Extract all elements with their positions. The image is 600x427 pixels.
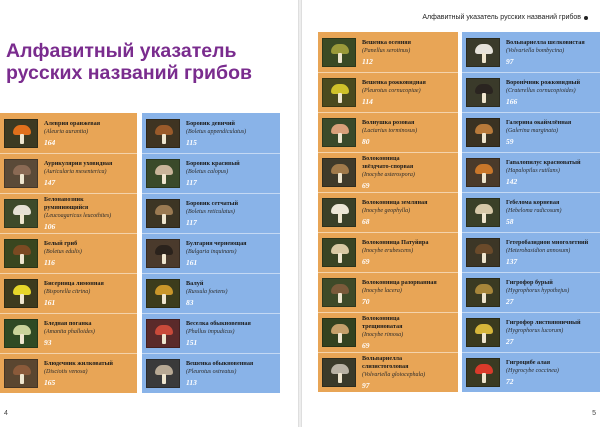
index-entry bbox=[462, 192, 600, 232]
page-reference: 164 bbox=[44, 137, 56, 147]
page-reference: 147 bbox=[44, 178, 56, 187]
left-page bbox=[0, 0, 298, 427]
russian-name-continued: румяниющийся bbox=[44, 204, 89, 211]
latin-name: (Boletus appendiculatus) bbox=[186, 128, 247, 135]
russian-name: Боровик сетчатый bbox=[186, 200, 239, 207]
page-reference: 69 bbox=[362, 181, 370, 190]
russian-name: Волоконница земляная bbox=[362, 199, 428, 206]
latin-name: (Bulgaria inquinans) bbox=[186, 249, 237, 255]
latin-name: (Auricularia mesenterica) bbox=[44, 169, 107, 175]
latin-name: (Craterellus cornucopioides) bbox=[506, 88, 576, 94]
index-entry bbox=[462, 112, 600, 152]
latin-name: (Hygrophorus lucorum) bbox=[506, 328, 564, 334]
index-entry bbox=[142, 193, 280, 233]
index-entry bbox=[0, 153, 137, 193]
index-entry bbox=[0, 193, 137, 233]
page-reference: 97 bbox=[506, 56, 514, 66]
russian-name: Вольвариелла bbox=[362, 355, 403, 362]
mushroom-photo bbox=[322, 278, 356, 307]
mushroom-photo bbox=[322, 158, 356, 187]
russian-name: Гебелома корневая bbox=[506, 199, 560, 206]
latin-name: (Hygrophorus hypothejus) bbox=[506, 288, 570, 294]
latin-name: (Panellus serotinus) bbox=[362, 47, 411, 54]
page-reference: 69 bbox=[362, 341, 370, 350]
mushroom-photo bbox=[322, 118, 356, 147]
page-reference: 166 bbox=[506, 97, 518, 106]
mushroom-photo bbox=[146, 279, 180, 308]
page-reference: 106 bbox=[44, 222, 56, 231]
bullet-icon bbox=[584, 16, 588, 20]
index-entry bbox=[0, 233, 137, 273]
mushroom-photo bbox=[322, 318, 356, 347]
index-entry bbox=[318, 352, 458, 392]
index-entry bbox=[0, 353, 137, 393]
latin-name: (Heterobasidion annosum) bbox=[506, 248, 571, 254]
page-reference: 116 bbox=[44, 258, 55, 267]
mushroom-photo bbox=[4, 319, 38, 348]
russian-name: Гигроцибе алая bbox=[506, 359, 551, 366]
mushroom-photo bbox=[466, 78, 500, 107]
latin-name: (Inocybe rimosa) bbox=[362, 332, 404, 338]
index-column-blue bbox=[142, 113, 280, 393]
index-column-blue bbox=[462, 32, 600, 392]
page-number: 4 bbox=[4, 410, 8, 417]
page-reference: 97 bbox=[362, 381, 370, 390]
index-column-orange bbox=[318, 32, 458, 392]
russian-name: Веселка обыкновенная bbox=[186, 320, 251, 327]
index-entry bbox=[142, 153, 280, 193]
latin-name: (Boletus reticulatus) bbox=[186, 209, 235, 215]
mushroom-photo bbox=[466, 238, 500, 267]
page-title: Алфавитный указатель русских названий грибов bbox=[6, 40, 252, 84]
index-entry bbox=[0, 113, 137, 153]
mushroom-photo bbox=[146, 239, 180, 268]
right-page bbox=[302, 0, 600, 427]
russian-name: Белый гриб bbox=[44, 240, 78, 247]
index-entry bbox=[142, 353, 280, 393]
index-entry bbox=[462, 152, 600, 192]
russian-name: Волоконница Патуйяра bbox=[362, 239, 429, 246]
page-reference: 27 bbox=[506, 337, 514, 346]
latin-name: (Russula foetens) bbox=[186, 289, 228, 295]
page-reference: 58 bbox=[506, 217, 514, 226]
mushroom-photo bbox=[322, 198, 356, 227]
index-entry bbox=[318, 192, 458, 232]
page-reference: 112 bbox=[362, 56, 373, 66]
mushroom-photo bbox=[322, 238, 356, 267]
page-reference: 165 bbox=[44, 378, 56, 387]
russian-name: Гигрофор листвянничный bbox=[506, 319, 581, 326]
latin-name: (Galerina marginata) bbox=[506, 128, 558, 134]
index-entry bbox=[318, 32, 458, 72]
russian-name: Вешенка осенняя bbox=[362, 38, 412, 46]
latin-name: (Inocybe lacera) bbox=[362, 288, 402, 294]
index-entry bbox=[462, 272, 600, 312]
index-entry bbox=[462, 352, 600, 392]
mushroom-photo bbox=[466, 358, 500, 387]
running-header-text: Алфавитный указатель русских названий грибов bbox=[422, 14, 581, 21]
russian-name-continued: трещиноватая bbox=[362, 323, 403, 330]
page-reference: 117 bbox=[186, 218, 197, 227]
page-reference: 68 bbox=[362, 217, 370, 226]
index-column-orange bbox=[0, 113, 137, 393]
russian-name: Гапалопилус красноватый bbox=[506, 159, 581, 166]
page-number: 5 bbox=[592, 410, 596, 417]
index-entry bbox=[0, 273, 137, 313]
mushroom-photo bbox=[322, 78, 356, 107]
page-reference: 114 bbox=[362, 97, 373, 106]
russian-name: Вешенка обыкновенная bbox=[186, 360, 254, 367]
index-entry bbox=[462, 32, 600, 72]
mushroom-photo bbox=[4, 119, 38, 148]
latin-name: (Bisporella citrina) bbox=[44, 289, 91, 295]
latin-name: (Inocybe asterospora) bbox=[362, 172, 415, 178]
mushroom-photo bbox=[466, 118, 500, 147]
latin-name: (Aleuria aurantia) bbox=[44, 128, 89, 135]
latin-name: (Boletus edulis) bbox=[44, 249, 82, 255]
mushroom-photo bbox=[466, 158, 500, 187]
index-entry bbox=[142, 313, 280, 353]
page-reference: 27 bbox=[506, 297, 514, 306]
index-entry bbox=[318, 232, 458, 272]
russian-name: Воронічник рожковидный bbox=[506, 79, 581, 86]
index-entry bbox=[142, 113, 280, 153]
latin-name: (Hebeloma radicosum) bbox=[506, 208, 562, 214]
page-reference: 69 bbox=[362, 257, 370, 266]
mushroom-photo bbox=[466, 38, 500, 67]
running-header bbox=[422, 14, 588, 21]
russian-name: Боровик девичий bbox=[186, 119, 235, 127]
mushroom-photo bbox=[466, 318, 500, 347]
index-entry bbox=[318, 312, 458, 352]
mushroom-photo bbox=[466, 278, 500, 307]
latin-name: (Boletus calopus) bbox=[186, 169, 229, 175]
russian-name: Волоконница bbox=[362, 155, 400, 162]
russian-name: Алеврия оранжевая bbox=[44, 119, 101, 127]
page-reference: 161 bbox=[186, 258, 198, 267]
page-reference: 161 bbox=[44, 298, 56, 307]
index-entry bbox=[318, 72, 458, 112]
page-reference: 137 bbox=[506, 257, 518, 266]
latin-name: (Amanita phalloides) bbox=[44, 329, 95, 335]
mushroom-photo bbox=[322, 38, 356, 67]
index-entry bbox=[462, 72, 600, 112]
index-entry bbox=[0, 313, 137, 353]
russian-name: Гетеробазидион многолетний bbox=[506, 239, 589, 246]
russian-name-continued: звёздчато-спорвая bbox=[362, 163, 414, 170]
page-reference: 113 bbox=[186, 378, 197, 387]
russian-name: Валуй bbox=[186, 280, 204, 287]
russian-name: Бисерница лимонная bbox=[44, 280, 104, 287]
russian-name: Волнушка розовая bbox=[362, 119, 415, 126]
page-reference: 72 bbox=[506, 377, 514, 386]
mushroom-photo bbox=[146, 159, 180, 188]
mushroom-photo bbox=[146, 319, 180, 348]
russian-name: Аурикулярия уховидная bbox=[44, 160, 113, 167]
russian-name: Гигрофор бурый bbox=[506, 279, 553, 286]
index-entry bbox=[142, 233, 280, 273]
russian-name: Блюдечник жилковатый bbox=[44, 360, 113, 367]
index-entry bbox=[318, 152, 458, 192]
page-reference: 59 bbox=[506, 137, 514, 146]
russian-name-continued: слизистоголовая bbox=[362, 363, 409, 370]
latin-name: (Volvariella bombycina) bbox=[506, 47, 565, 54]
page-reference: 115 bbox=[186, 137, 197, 147]
russian-name: Белонавозник bbox=[44, 196, 84, 203]
latin-name: (Inocybe geophylla) bbox=[362, 208, 411, 214]
latin-name: (Hygrocybe coccinea) bbox=[506, 368, 559, 374]
page-reference: 151 bbox=[186, 338, 198, 347]
latin-name: (Phallus impudicus) bbox=[186, 329, 235, 335]
russian-name: Боровик красивый bbox=[186, 160, 240, 167]
mushroom-photo bbox=[4, 199, 38, 228]
latin-name: (Hapalopilus rutilans) bbox=[506, 168, 560, 174]
index-entry bbox=[318, 272, 458, 312]
mushroom-photo bbox=[322, 358, 356, 387]
index-entry bbox=[318, 112, 458, 152]
mushroom-photo bbox=[466, 198, 500, 227]
page-reference: 93 bbox=[44, 338, 52, 347]
latin-name: (Disciotis venosa) bbox=[44, 369, 88, 375]
russian-name: Вольвариелла шелковистая bbox=[506, 38, 585, 46]
russian-name: Галерина окаймлённая bbox=[506, 119, 572, 126]
russian-name: Волоконница bbox=[362, 315, 400, 322]
russian-name: Бледная поганка bbox=[44, 320, 92, 327]
mushroom-photo bbox=[4, 159, 38, 188]
index-entry bbox=[462, 312, 600, 352]
page-reference: 70 bbox=[362, 297, 370, 306]
page-reference: 142 bbox=[506, 177, 518, 186]
mushroom-photo bbox=[146, 199, 180, 228]
latin-name: (Lactarius torminosus) bbox=[362, 128, 418, 134]
mushroom-photo bbox=[146, 119, 180, 148]
russian-name: Булгария чернеющая bbox=[186, 240, 247, 247]
page-reference: 117 bbox=[186, 178, 197, 187]
latin-name: (Inocybe erubescens) bbox=[362, 248, 414, 254]
index-entry bbox=[462, 232, 600, 272]
mushroom-photo bbox=[4, 279, 38, 308]
latin-name: (Pleurotus cornucopiae) bbox=[362, 88, 421, 94]
mushroom-photo bbox=[4, 359, 38, 388]
latin-name: (Pleurotus ostreatus) bbox=[186, 369, 237, 375]
latin-name: (Volvariella gloiocephala) bbox=[362, 372, 426, 378]
mushroom-photo bbox=[146, 359, 180, 388]
page-reference: 80 bbox=[362, 137, 370, 146]
mushroom-photo bbox=[4, 239, 38, 268]
index-entry bbox=[142, 273, 280, 313]
russian-name: Вешенка рожковидная bbox=[362, 79, 426, 86]
russian-name: Волоконница разорванная bbox=[362, 279, 437, 286]
latin-name: (Leucoagaricus leucothites) bbox=[44, 213, 112, 219]
page-reference: 83 bbox=[186, 298, 194, 307]
